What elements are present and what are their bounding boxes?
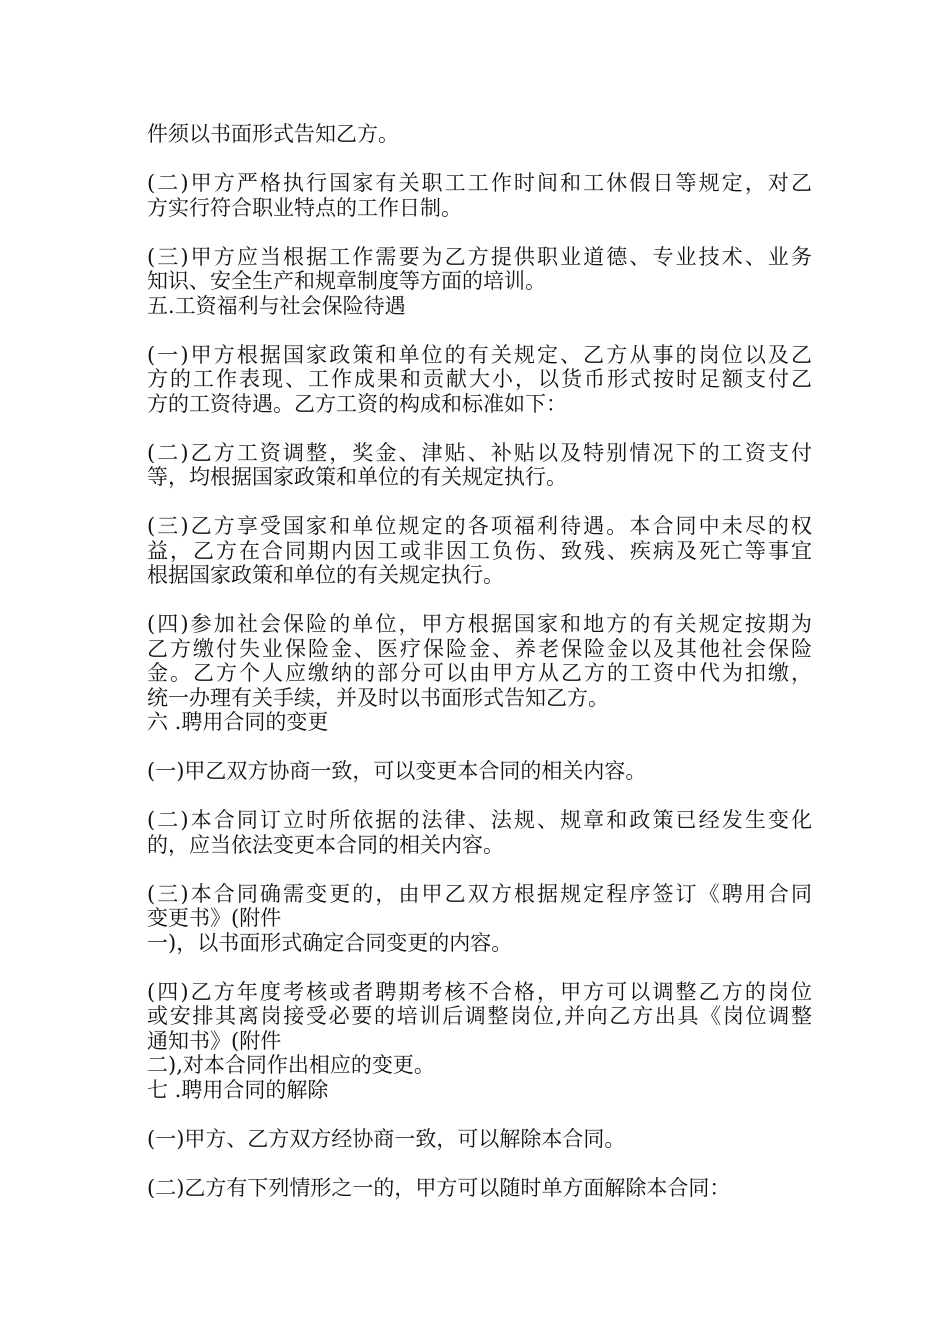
document-body — [147, 122, 812, 1200]
paragraph-line: (一)甲方、乙方双方经协商一致，可以解除本合同。 — [147, 1126, 626, 1151]
paragraph-line: 方实行符合职业特点的工作日制。 — [147, 195, 462, 220]
section-heading: 七 .聘用合同的解除 — [147, 1077, 329, 1102]
paragraph-line: 方的工作表现、工作成果和贡献大小，以货币形式按时足额支付乙 — [147, 367, 812, 391]
paragraph-line: (三)甲方应当根据工作需要为乙方提供职业道德、专业技术、业务 — [147, 244, 812, 269]
paragraph-line: (二)本合同订立时所依据的法律、法规、规章和政策已经发生变化 — [147, 808, 812, 832]
section-heading: 六 .聘用合同的变更 — [147, 710, 329, 734]
paragraph-line: (二)甲方严格执行国家有关职工工作时间和工休假日等规定，对乙 — [147, 171, 812, 195]
paragraph-line: (三)乙方享受国家和单位规定的各项福利待遇。本合同中未尽的权 — [147, 514, 812, 538]
paragraph-gap — [147, 1151, 812, 1176]
paragraph-line: 或安排其离岗接受必要的培训后调整岗位,并向乙方出具《岗位调整 — [147, 1004, 812, 1028]
paragraph-line: 根据国家政策和单位的有关规定执行。 — [147, 563, 504, 587]
paragraph-line: 统一办理有关手续，并及时以书面形式告知乙方。 — [147, 685, 609, 710]
paragraph-gap — [147, 1102, 812, 1127]
paragraph-line: 通知书》(附件 — [147, 1028, 282, 1053]
paragraph-gap — [147, 220, 812, 245]
paragraph-gap — [147, 588, 812, 613]
paragraph-gap — [147, 857, 812, 882]
paragraph-line: 乙方缴付失业保险金、医疗保险金、养老保险金以及其他社会保险 — [147, 636, 812, 661]
paragraph-gap — [147, 318, 812, 343]
section-heading: 五.工资福利与社会保险待遇 — [147, 293, 406, 318]
paragraph-line: 变更书》(附件 — [147, 906, 282, 930]
paragraph-line: 方的工资待遇。乙方工资的构成和标准如下： — [147, 391, 567, 416]
paragraph-line: (一)甲乙双方协商一致，可以变更本合同的相关内容。 — [147, 759, 647, 783]
paragraph-line: 一)，以书面形式确定合同变更的内容。 — [147, 930, 513, 955]
paragraph-line: 知识、安全生产和规章制度等方面的培训。 — [147, 269, 546, 293]
paragraph-line: 等，均根据国家政策和单位的有关规定执行。 — [147, 465, 567, 489]
paragraph-line: (四)乙方年度考核或者聘期考核不合格，甲方可以调整乙方的岗位 — [147, 979, 812, 1004]
paragraph-line: 二),对本合同作出相应的变更。 — [147, 1053, 435, 1077]
paragraph-line: 件须以书面形式告知乙方。 — [147, 122, 399, 146]
paragraph-gap — [147, 416, 812, 441]
paragraph-gap — [147, 490, 812, 515]
paragraph-line: 金。乙方个人应缴纳的部分可以由甲方从乙方的工资中代为扣缴， — [147, 661, 812, 685]
paragraph-line: (二)乙方有下列情形之一的，甲方可以随时单方面解除本合同： — [147, 1175, 731, 1200]
paragraph-line: (四)参加社会保险的单位，甲方根据国家和地方的有关规定按期为 — [147, 612, 812, 636]
paragraph-line: (三)本合同确需变更的，由甲乙双方根据规定程序签订《聘用合同 — [147, 881, 812, 906]
paragraph-line: 益，乙方在合同期内因工或非因工负伤、致残、疾病及死亡等事宜 — [147, 538, 812, 563]
paragraph-gap — [147, 784, 812, 809]
paragraph-gap — [147, 955, 812, 980]
paragraph-gap — [147, 147, 812, 172]
paragraph-gap — [147, 735, 812, 760]
paragraph-line: 的，应当依法变更本合同的相关内容。 — [147, 832, 504, 857]
paragraph-line: (一)甲方根据国家政策和单位的有关规定、乙方从事的岗位以及乙 — [147, 342, 812, 367]
paragraph-line: (二)乙方工资调整，奖金、津贴、补贴以及特别情况下的工资支付 — [147, 440, 812, 465]
